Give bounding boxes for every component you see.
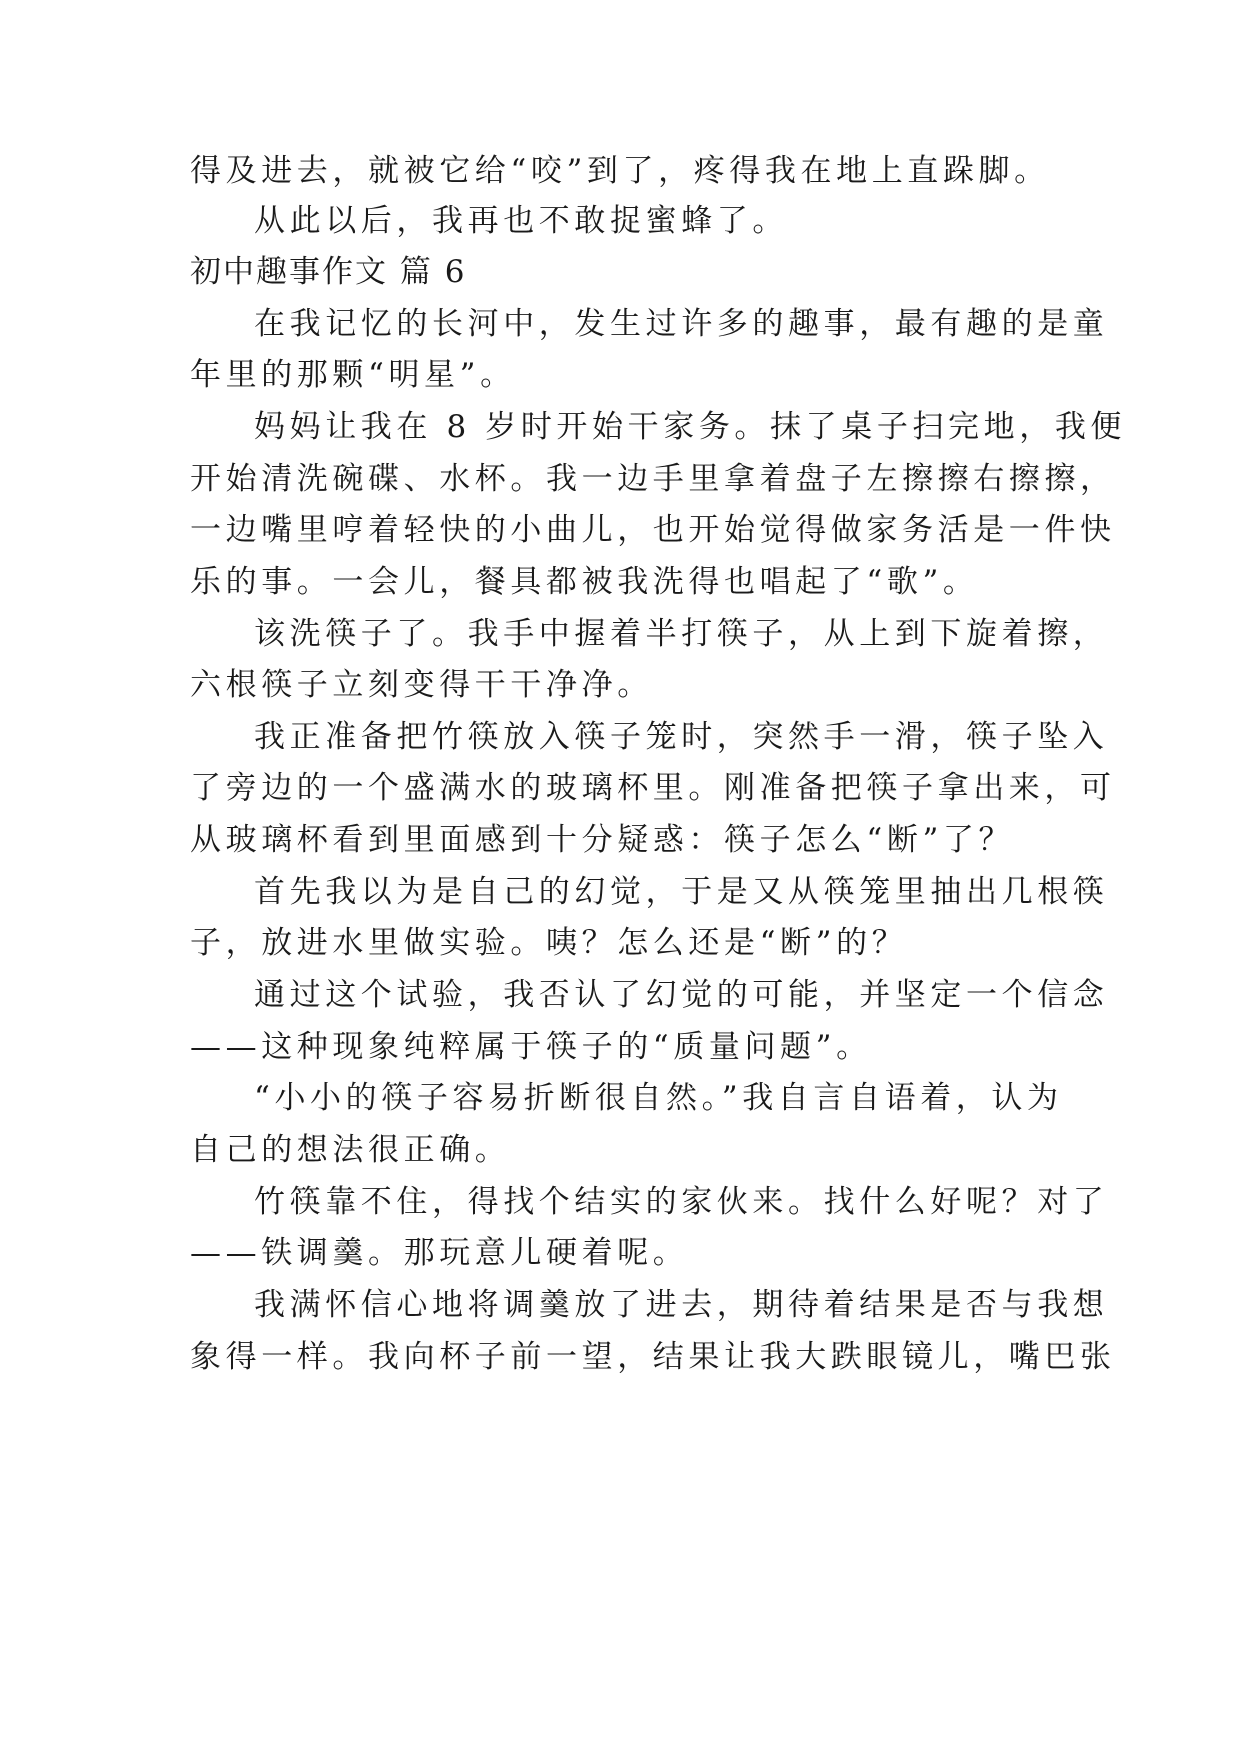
text-line: 一边嘴里哼着轻快的小曲儿，也开始觉得做家务活是一件快 [190, 512, 1116, 548]
text-line: 象得一样。我向杯子前一望，结果让我大跌眼镜儿，嘴巴张 [190, 1339, 1116, 1375]
text-line: 该洗筷子了。我手中握着半打筷子，从上到下旋着擦， [254, 616, 1109, 652]
text-line: 六根筷子立刻变得干干净净。 [190, 667, 653, 703]
text-line: 子，放进水里做实验。咦？怎么还是“断”的？ [190, 925, 908, 961]
text-line: “小小的筷子容易折断很自然。”我自言自语着，认为 [254, 1080, 1063, 1116]
text-line: 从玻璃杯看到里面感到十分疑惑：筷子怎么“断”了？ [190, 822, 1015, 858]
text-line: 首先我以为是自己的幻觉，于是又从筷笼里抽出几根筷 [254, 874, 1109, 910]
text-line: 我满怀信心地将调羹放了进去，期待着结果是否与我想 [254, 1287, 1109, 1323]
text-line: 开始清洗碗碟、水杯。我一边手里拿着盘子左擦擦右擦擦， [190, 461, 1116, 497]
text-line: 年里的那颗“明星”。 [190, 357, 516, 393]
text-line: ——这种现象纯粹属于筷子的“质量问题”。 [190, 1029, 872, 1065]
text-line: 竹筷靠不住，得找个结实的家伙来。找什么好呢？对了 [254, 1184, 1109, 1220]
text-line: 妈妈让我在 8 岁时开始干家务。抹了桌子扫完地，我便 [254, 409, 1127, 445]
text-line: 从此以后，我再也不敢捉蜜蜂了。 [254, 203, 788, 239]
text-line: 得及进去，就被它给“咬”到了，疼得我在地上直跺脚。 [190, 153, 1050, 189]
section-heading: 初中趣事作文 篇 6 [190, 254, 467, 290]
text-line: 了旁边的一个盛满水的玻璃杯里。刚准备把筷子拿出来，可 [190, 770, 1116, 806]
text-line: 我正准备把竹筷放入筷子笼时，突然手一滑，筷子坠入 [254, 719, 1109, 755]
text-line: 在我记忆的长河中，发生过许多的趣事，最有趣的是童 [254, 306, 1109, 342]
text-line: 通过这个试验，我否认了幻觉的可能，并坚定一个信念 [254, 977, 1109, 1013]
text-line: 乐的事。一会儿，餐具都被我洗得也唱起了“歌”。 [190, 564, 979, 600]
text-line: ——铁调羹。那玩意儿硬着呢。 [190, 1235, 689, 1271]
text-line: 自己的想法很正确。 [190, 1132, 511, 1168]
